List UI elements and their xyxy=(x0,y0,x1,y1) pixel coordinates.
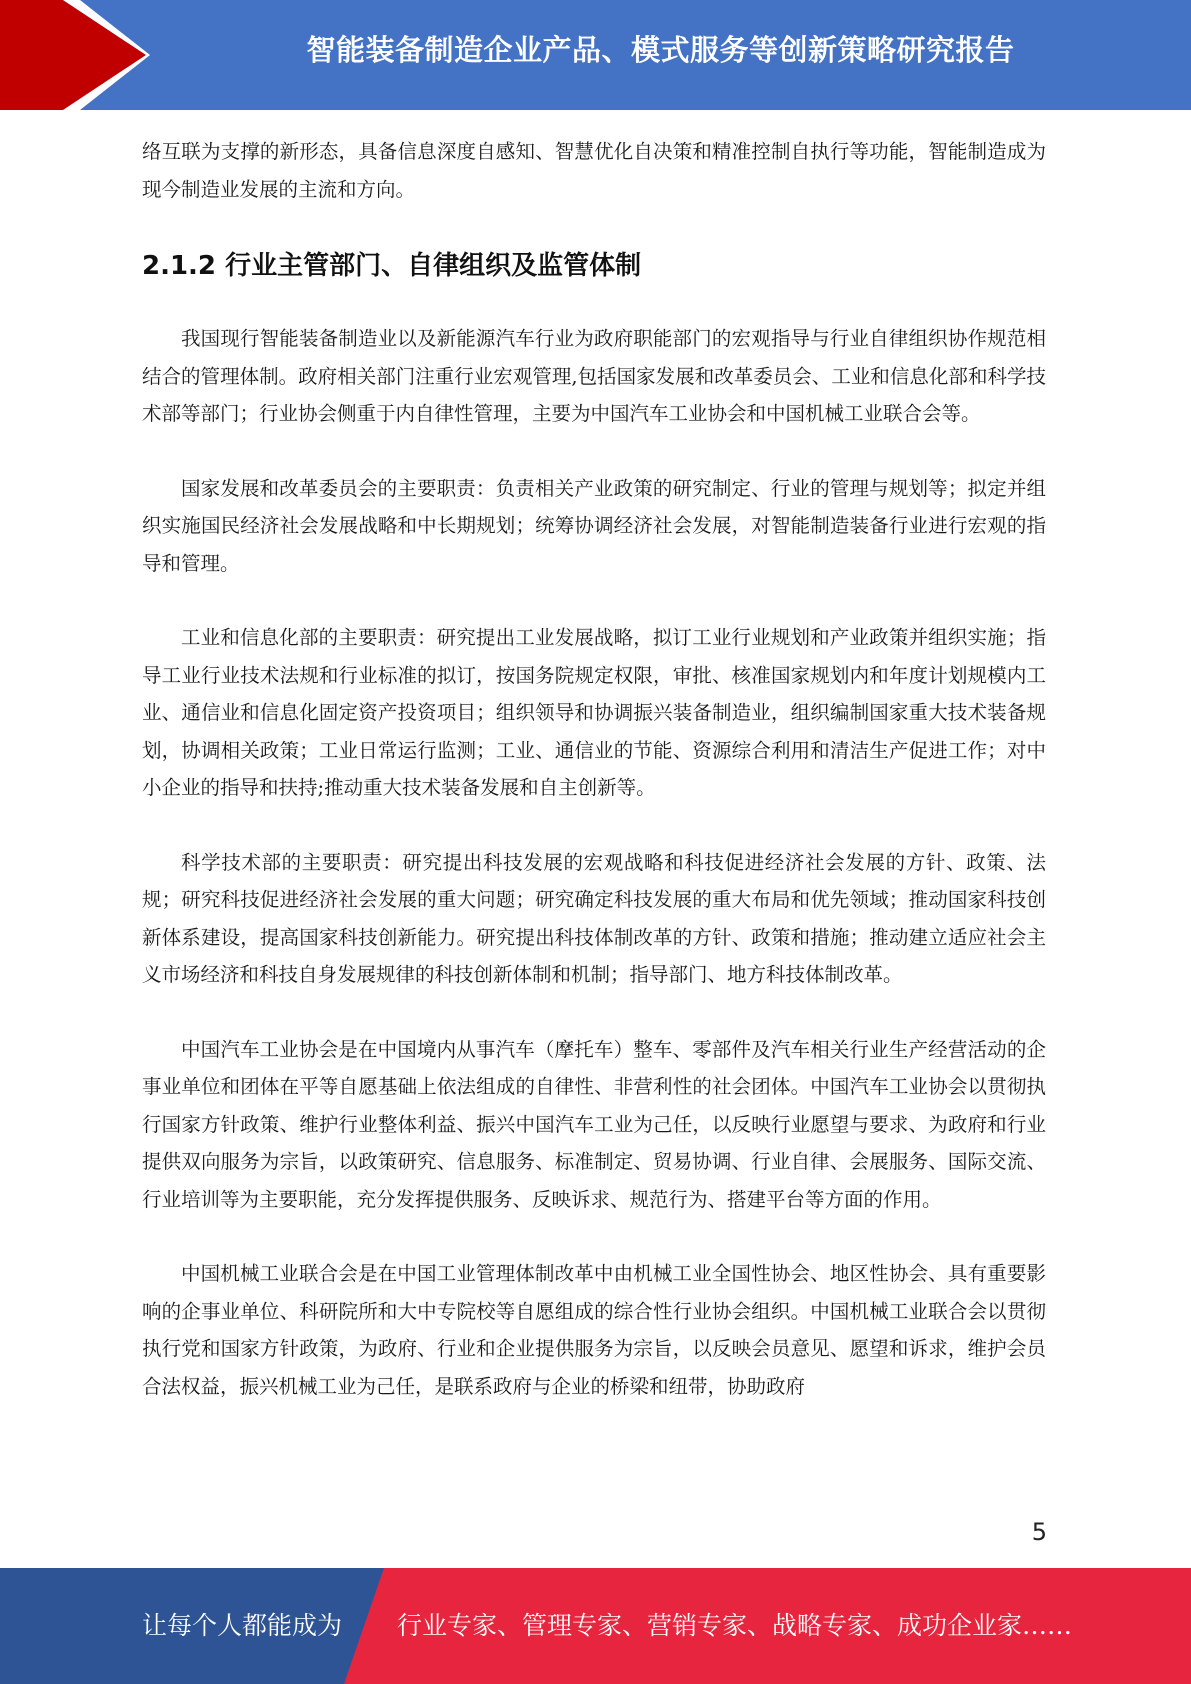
page-number: 5 xyxy=(1031,1518,1047,1546)
paragraph-ndrc-duties: 国家发展和改革委员会的主要职责：负责相关产业政策的研究制定、行业的管理与规划等；拟定并组织实施国民经济社会发展战略和中长期规划；统筹协调经济社会发展，对智能制造装备行业进行宏观的指导和管理。 xyxy=(142,476,1046,575)
intro-paragraph: 络互联为支撑的新形态，具备信息深度自感知、智慧优化自决策和精准控制自执行等功能，智能制造成为现今制造业发展的主流和方向。 xyxy=(142,140,1046,201)
paragraph-caam: 中国汽车工业协会是在中国境内从事汽车（摩托车）整车、零部件及汽车相关行业生产经营活动的企事业单位和团体在平等自愿基础上依法组成的自律性、非营利性的社会团体。中国汽车工业协会以贯彻执行国家方针政策、维护行业整体利益、振兴中国汽车工业为己任，以反映行业愿望与要求、为政府和行业提供双向服务为宗旨，以政策研究、信息服务、标准制定、贸易协调、行业自律、会展服务、国际交流、行业培训等为主要职能，充分发挥提供服务、反映诉求、规范行为、搭建平台等方面的作用。 xyxy=(142,1037,1046,1211)
paragraph-cmif: 中国机械工业联合会是在中国工业管理体制改革中由机械工业全国性协会、地区性协会、具有重要影响的企事业单位、科研院所和大中专院校等自愿组成的综合性行业协会组织。中国机械工业联合会以贯彻执行党和国家方针政策，为政府、行业和企业提供服务为宗旨，以反映会员意见、愿望和诉求，维护会员合法权益，振兴机械工业为己任，是联系政府与企业的桥梁和纽带，协助政府 xyxy=(142,1262,1046,1398)
footer-slogan-left: 让每个人都能成为 xyxy=(142,1611,343,1640)
report-title: 智能装备制造企业产品、模式服务等创新策略研究报告 xyxy=(306,33,1015,67)
footer-slogan-right: 行业专家、管理专家、营销专家、战略专家、成功企业家…… xyxy=(397,1611,1073,1640)
document-body xyxy=(142,133,1046,1405)
paragraph-most-duties: 科学技术部的主要职责：研究提出科技发展的宏观战略和科技促进经济社会发展的方针、政策、法规；研究科技促进经济社会发展的重大问题；研究确定科技发展的重大布局和优先领域；推动国家科技创新体系建设，提高国家科技创新能力。研究提出科技体制改革的方针、政策和措施；推动建立适应社会主义市场经济和科技自身发展规律的科技创新体制和机制；指导部门、地方科技体制改革。 xyxy=(142,850,1046,986)
paragraph-miit-duties: 工业和信息化部的主要职责：研究提出工业发展战略，拟订工业行业规划和产业政策并组织实施；指导工业行业技术法规和行业标准的拟订，按国务院规定权限，审批、核准国家规划内和年度计划规模内工业、通信业和信息化固定资产投资项目；组织领导和协调振兴装备制造业，组织编制国家重大技术装备规划，协调相关政策；工业日常运行监测；工业、通信业的节能、资源综合利用和清洁生产促进工作；对中小企业的指导和扶持;推动重大技术装备发展和自主创新等。 xyxy=(142,626,1046,799)
page-footer-banner xyxy=(0,1568,1191,1684)
paragraph-management-system: 我国现行智能装备制造业以及新能源汽车行业为政府职能部门的宏观指导与行业自律组织协作规范相结合的管理体制。政府相关部门注重行业宏观管理,包括国家发展和改革委员会、工业和信息化部和科学技术部等部门；行业协会侧重于内自律性管理，主要为中国汽车工业协会和中国机械工业联合会等。 xyxy=(142,327,1046,425)
page-header-banner xyxy=(0,0,1191,110)
section-heading: 2.1.2 行业主管部门、自律组织及监管体制 xyxy=(142,251,642,281)
